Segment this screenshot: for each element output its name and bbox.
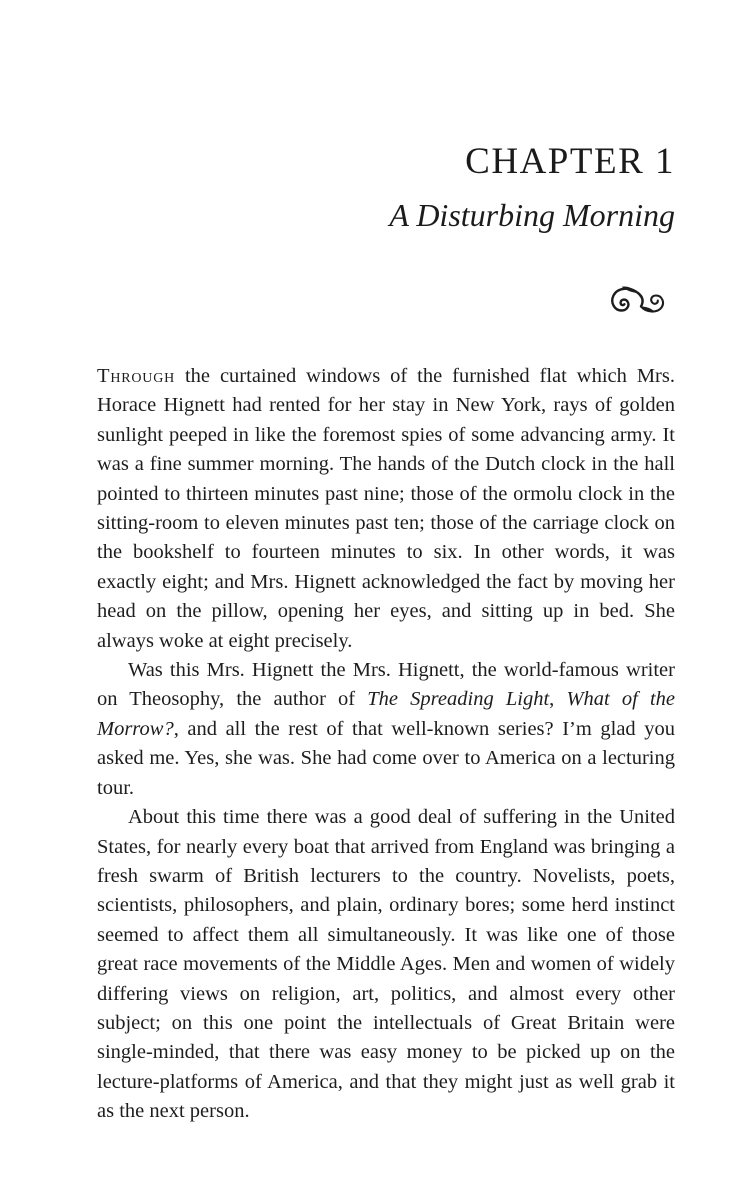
text-segment: Was this Mrs. Hignett the Mrs. Hignett, the world-famous writer on Theosophy, the author of [97, 659, 675, 711]
text-segment: Through [97, 365, 176, 387]
text-segment: , [549, 688, 567, 711]
body-paragraph [97, 656, 675, 803]
chapter-number: CHAPTER 1 [465, 141, 675, 182]
text-segment: What of the Morrow? [97, 688, 676, 740]
text-segment: The Spreading Light [367, 688, 550, 711]
text-segment: the curtained windows of the furnished flat which Mrs. Horace Hignett had rented for her stay in New York, rays of golden sunlight peeped in like the foremost spies of some advancing army. It was a fine summer morning. The hands of the Dutch clock in the hall pointed to thirteen minutes past nine; those of the ormolu clock in the sitting-room to eleven minutes past ten; those of the carriage clock on the bookshelf to fourteen minutes to six. In other words, it was exactly eight; and Mrs. Hignett acknowledged the fact by moving her head on the pillow, opening her eyes, and sitting up in bed. She always woke at eight precisely. [97, 365, 675, 652]
ornament-row [97, 284, 675, 321]
page-body [97, 362, 675, 1127]
chapter-title: A Disturbing Morning [389, 197, 675, 233]
scroll-flourish-icon [607, 284, 669, 316]
body-paragraph [97, 362, 675, 656]
text-segment: , and all the rest of that well-known series? I’m glad you asked me. Yes, she was. She had come over to America on a lecturing tour. [97, 717, 675, 799]
text-segment: About this time there was a good deal of suffering in the United States, for nearly every boat that arrived from England was bringing a fresh swarm of British lecturers to the country. Novelists, poets, scientists, philosophers, and plain, ordinary bores; some herd instinct seemed to affect them all simultaneously. It was like one of those great race movements of the Middle Ages. Men and women of widely differing views on religion, art, politics, and almost every other subject; on this one point the intellectuals of Great Britain were single-minded, that there was easy money to be picked up on the lecture-platforms of America, and that they might just as well grab it as the next person. [97, 806, 675, 1123]
body-paragraph [97, 803, 675, 1126]
